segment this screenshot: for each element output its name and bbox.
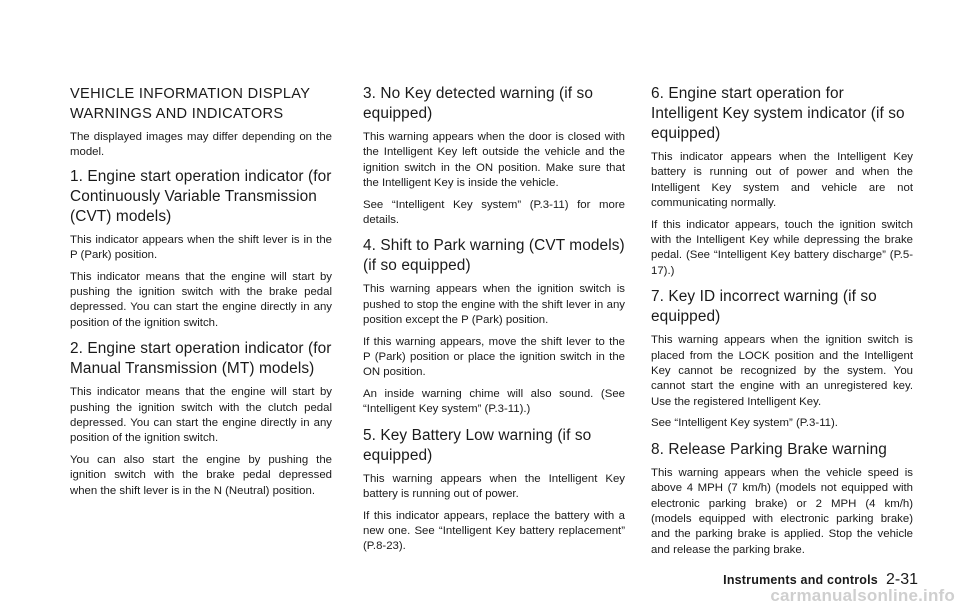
section-heading: 5. Key Battery Low warning (if so equipped)	[363, 426, 592, 464]
section-8	[651, 440, 913, 558]
section-paragraph: You can also start the engine by pushing the ignition switch with the brake pedal depressed when the shift lever is in the N (Neutral) position.	[70, 453, 332, 497]
section-paragraph: An inside warning chime will also sound. (See “Intelligent Key system” (P.3-11).)	[363, 387, 625, 416]
section-heading: 4. Shift to Park warning (CVT models) (if so equipped)	[363, 237, 625, 275]
watermark-text: carmanualsonline.info	[770, 586, 955, 605]
section-1	[70, 167, 332, 331]
section-paragraph: This indicator means that the engine will start by pushing the ignition switch with the brake pedal depressed. You can start the engine directly in any position of the ignition switch.	[70, 270, 332, 329]
section-paragraph: This indicator appears when the Intelligent Key battery is running out of power and when the Intelligent Key system and vehicle are not communicating normally.	[651, 151, 913, 210]
section-paragraph: This indicator means that the engine will start by pushing the ignition switch with the clutch pedal depressed. You can start the engine directly in any position of the ignition switch.	[70, 386, 332, 445]
section-heading: 3. No Key detected warning (if so equipped)	[363, 85, 594, 122]
section-heading: 1. Engine start operation indicator (for Continuously Variable Transmission (CVT) models)	[70, 167, 332, 225]
section-paragraph: This warning appears when the ignition switch is pushed to stop the engine with the shift lever in any position except the P (Park) position.	[363, 283, 625, 327]
section-paragraph: This indicator appears when the shift lever is in the P (Park) position.	[70, 233, 332, 262]
section-paragraph: See “Intelligent Key system” (P.3-11).	[651, 417, 838, 430]
section-3	[363, 84, 625, 228]
section-paragraph: This warning appears when the ignition switch is placed from the LOCK position and the Intelligent Key cannot be recognized by the system. You cannot start the engine with an unregistered key. Use the registered Intelligent Key.	[651, 334, 913, 408]
section-paragraph: This warning appears when the door is closed with the Intelligent Key left outside the vehicle and the ignition switch in the ON position. Make sure that the Intelligent Key is inside the vehicle.	[363, 131, 625, 190]
section-paragraph: This warning appears when the Intelligent Key battery is running out of power.	[363, 472, 625, 501]
footer-section-name: Instruments and controls	[723, 573, 878, 587]
page-number: 2-31	[885, 571, 918, 588]
section-paragraph: This warning appears when the vehicle speed is above 4 MPH (7 km/h) (models not equipped with electronic parking brake) or 2 MPH (4 km/h) (models equipped with electronic parking brake) and the parking brake is applied. Stop the vehicle and release the parking brake.	[651, 466, 913, 556]
section-paragraph: If this indicator appears, touch the ignition switch with the Intelligent Key while depressing the brake pedal. (See “Intelligent Key battery discharge” (P.5-17).)	[651, 218, 913, 277]
column-1	[70, 84, 332, 507]
section-paragraph: See “Intelligent Key system” (P.3-11) for more details.	[363, 198, 625, 227]
column-2	[363, 84, 625, 563]
section-heading: 8. Release Parking Brake warning	[651, 440, 887, 458]
section-6	[651, 84, 913, 279]
section-heading: 7. Key ID incorrect warning (if so equipped)	[651, 288, 877, 326]
page-title: VEHICLE INFORMATION DISPLAY WARNINGS AND INDICATORS	[70, 86, 311, 122]
section-paragraph: If this indicator appears, replace the battery with a new one. See “Intelligent Key battery replacement” (P.8-23).	[363, 509, 625, 553]
section-heading: 2. Engine start operation indicator (for Manual Transmission (MT) models)	[70, 340, 332, 378]
section-2	[70, 339, 332, 499]
section-heading: 6. Engine start operation for Intelligent Key system indicator (if so equipped)	[651, 85, 905, 142]
section-4	[363, 236, 625, 417]
intro-text: The displayed images may differ depending on the model.	[70, 131, 332, 159]
section-paragraph: If this warning appears, move the shift lever to the P (Park) position or place the ignition switch in the ON position.	[363, 335, 625, 379]
section-5	[363, 426, 625, 555]
section-7	[651, 287, 913, 431]
column-3	[651, 84, 913, 566]
